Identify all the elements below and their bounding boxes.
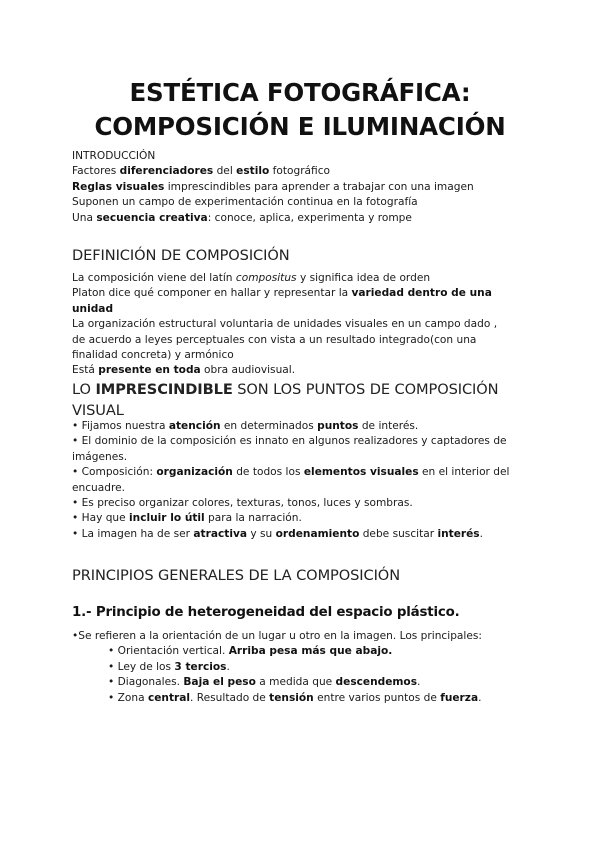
text: en determinados xyxy=(220,420,318,432)
text: • Composición: xyxy=(72,466,157,479)
emphasis: elementos visuales xyxy=(303,466,419,479)
text: . xyxy=(226,660,230,673)
text: imprescindibles para aprender a trabajar con una imagen xyxy=(164,180,474,193)
emphasis: central xyxy=(147,691,191,704)
text: a medida que xyxy=(255,676,336,689)
text: • La imagen ha de ser xyxy=(72,527,194,540)
italic-term: compositus xyxy=(235,272,297,284)
definicion-p3-2: de acuerdo a leyes perceptuales con vista a un resultado integrado(con una xyxy=(72,333,477,346)
emphasis: atractiva xyxy=(193,527,248,540)
principio-1-body xyxy=(72,629,532,706)
text: La composición viene del latín xyxy=(72,272,236,284)
emphasis: ordenamiento xyxy=(275,527,360,540)
list-item xyxy=(72,644,532,659)
emphasis: descendemos xyxy=(335,676,418,689)
text: SON LOS PUNTOS DE COMPOSICIÓN xyxy=(232,381,499,398)
text: • Ley de los xyxy=(108,660,175,673)
list-item-cont: encuadre. xyxy=(72,481,125,494)
definicion-p4 xyxy=(72,363,532,378)
text: Factores xyxy=(72,165,120,178)
intro-line-1 xyxy=(72,164,532,179)
text: obra audiovisual. xyxy=(200,364,296,377)
text: . xyxy=(478,691,482,704)
intro-line-2 xyxy=(72,180,532,195)
text: y significa idea de orden xyxy=(296,272,431,284)
text: y su xyxy=(247,527,276,540)
intro-line-4 xyxy=(72,211,532,226)
text: del xyxy=(213,165,237,178)
list-item xyxy=(72,419,532,434)
text: Está xyxy=(72,364,99,377)
text: Una xyxy=(72,211,97,224)
puntos-heading-line-1 xyxy=(72,379,498,400)
emphasis: Reglas visuales xyxy=(72,180,165,193)
emphasis: IMPRESCINDIBLE xyxy=(95,381,233,398)
emphasis: incluir lo útil xyxy=(129,512,205,525)
text: • Zona xyxy=(108,691,148,704)
puntos-heading-line-2: VISUAL xyxy=(72,402,124,419)
list-item xyxy=(72,660,532,675)
emphasis: Arriba pesa más que abajo. xyxy=(228,645,393,658)
puntos-heading xyxy=(72,379,498,421)
text: . xyxy=(479,527,483,540)
list-item xyxy=(72,527,532,542)
emphasis: Baja el peso xyxy=(183,676,256,689)
text: : conoce, aplica, experimenta y rompe xyxy=(207,211,412,224)
text: entre varios puntos de xyxy=(313,691,441,704)
list-item xyxy=(72,675,532,690)
text: . Resultado de xyxy=(190,691,270,704)
text: • Diagonales. xyxy=(108,676,184,689)
intro-line-3: Suponen un campo de experimentación continua en la fotografía xyxy=(72,196,418,209)
text: de todos los xyxy=(232,466,304,479)
list-item: • El dominio de la composición es innato en algunos realizadores y captadores de xyxy=(72,435,507,448)
emphasis: estilo xyxy=(236,165,270,178)
text: • Hay que xyxy=(72,512,130,525)
text: debe suscitar xyxy=(359,527,438,540)
definicion-section xyxy=(72,271,532,379)
principios-heading: PRINCIPIOS GENERALES DE LA COMPOSICIÓN xyxy=(72,567,401,584)
emphasis: tensión xyxy=(269,691,314,704)
definicion-p1 xyxy=(72,271,532,286)
definicion-p2-cont xyxy=(72,302,532,317)
text: para la narración. xyxy=(204,512,302,525)
emphasis: interés xyxy=(437,527,480,540)
title-line-1: ESTÉTICA FOTOGRÁFICA: xyxy=(129,78,471,107)
list-item xyxy=(72,511,532,526)
definicion-heading: DEFINICIÓN DE COMPOSICIÓN xyxy=(72,247,290,264)
text: LO xyxy=(72,381,96,398)
intro-heading: INTRODUCCIÓN xyxy=(72,150,156,162)
definicion-p2 xyxy=(72,286,532,301)
list-item xyxy=(72,465,532,480)
text: de interés. xyxy=(358,420,419,432)
title-line-2: COMPOSICIÓN E ILUMINACIÓN xyxy=(94,112,506,141)
list-item: • Es preciso organizar colores, texturas, tonos, luces y sombras. xyxy=(72,497,413,510)
emphasis: unidad xyxy=(72,302,114,315)
text: • Fijamos nuestra xyxy=(72,420,169,432)
list-item-cont: imágenes. xyxy=(72,450,128,463)
principio-1-intro: •Se refieren a la orientación de un lugar u otro en la imagen. Los principales: xyxy=(72,630,482,642)
definicion-p3-3: finalidad concreta) y armónico xyxy=(72,349,234,362)
text: . xyxy=(417,676,421,689)
emphasis: diferenciadores xyxy=(119,165,214,178)
emphasis: organización xyxy=(156,466,233,479)
text: fotográfico xyxy=(269,165,331,178)
intro-section xyxy=(72,149,532,226)
puntos-list xyxy=(72,419,532,542)
text: • Orientación vertical. xyxy=(108,645,229,658)
emphasis: 3 tercios xyxy=(174,660,227,673)
definicion-p3-1: La organización estructural voluntaria de unidades visuales en un campo dado , xyxy=(72,318,498,331)
emphasis: puntos xyxy=(317,420,359,432)
text: Platon dice qué componer en hallar y representar la xyxy=(72,287,352,300)
emphasis: secuencia creativa xyxy=(96,211,208,224)
document-title xyxy=(0,76,600,144)
text: en el interior del xyxy=(418,466,510,479)
emphasis: atención xyxy=(168,420,221,432)
emphasis: fuerza xyxy=(440,691,479,704)
emphasis: presente en toda xyxy=(98,364,201,377)
emphasis: variedad dentro de una xyxy=(351,287,492,300)
list-item xyxy=(72,691,532,706)
principio-1-heading: 1.- Principio de heterogeneidad del espacio plástico. xyxy=(72,605,460,620)
